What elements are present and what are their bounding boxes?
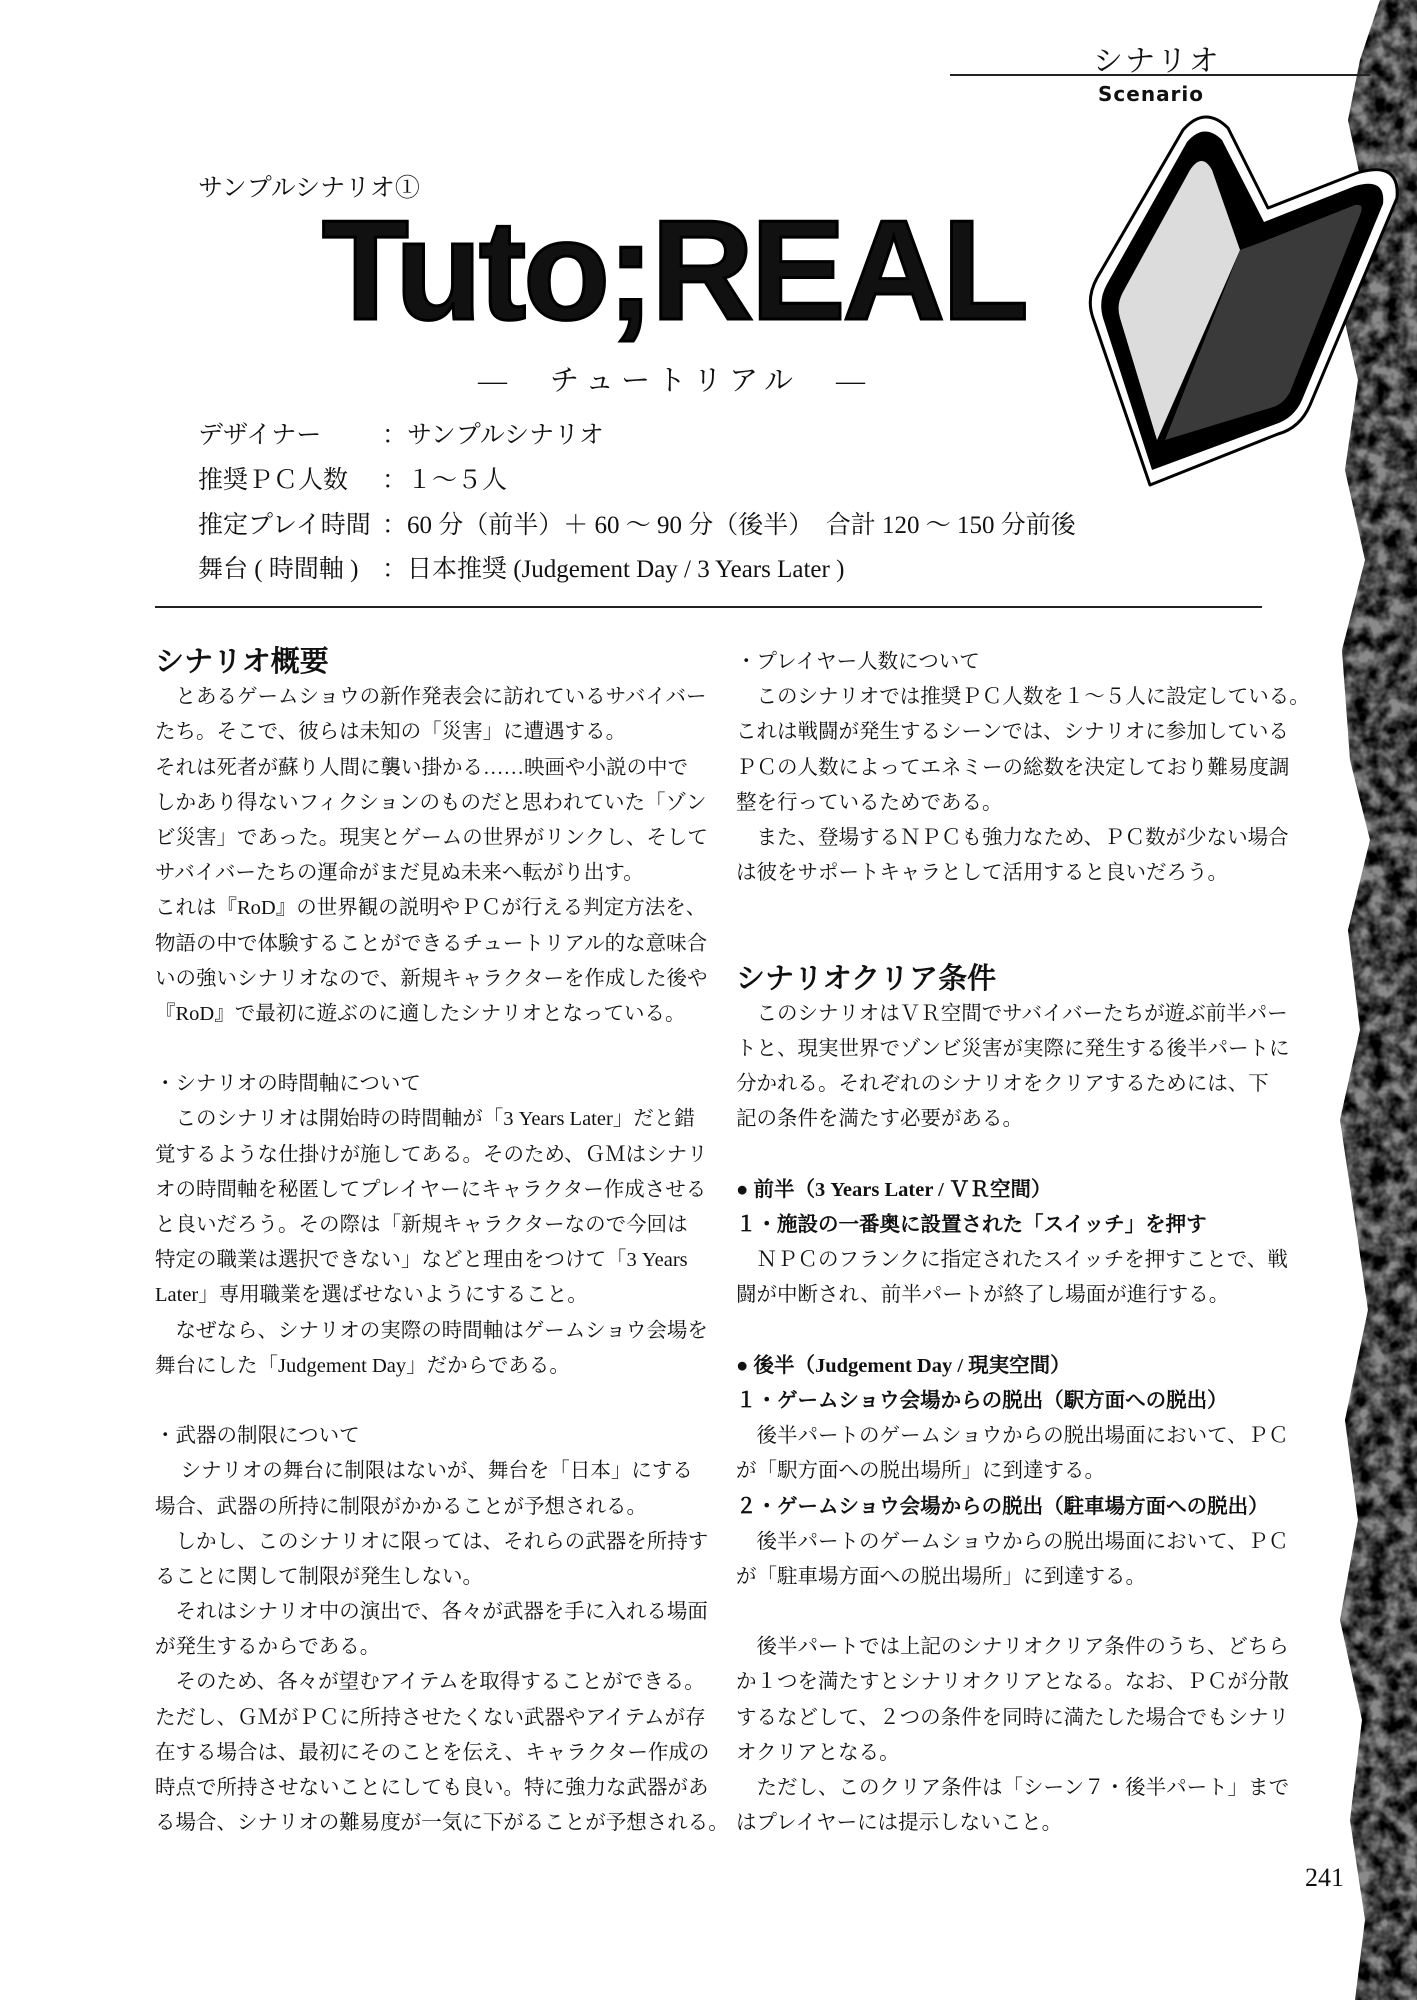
text-line: 舞台にした「Judgement Day」だからである。 [155,1354,570,1377]
text-line: 記の条件を満たす必要がある。 [736,1108,1023,1131]
text-line: ることに関して制限が発生しない。 [155,1565,483,1588]
text-line: それは死者が蘇り人間に襲い掛かる……映画や小説の中で [155,756,688,779]
text-line: ・プレイヤー人数について [736,651,980,673]
section-heading: シナリオクリア条件 [736,962,997,995]
text-line: はプレイヤーには提示しないこと。 [736,1812,1063,1835]
info-label: デザイナー [198,422,322,449]
text-line: また、登場するＮＰＣも強力なため、ＰＣ数が少ない場合 [736,826,1289,849]
section-label-en: Scenario [1098,82,1205,106]
blank-line [736,1595,1281,1630]
text-line: と良いだろう。その際は「新規キャラクターなので今回は [155,1214,688,1236]
text-line: シナリオの舞台に制限はないが、舞台を「日本」にする [155,1460,693,1483]
info-label: 舞台 ( 時間軸 ) [198,556,359,583]
text-line: 物語の中で体験することができるチュートリアル的な意味合 [155,932,708,955]
text-line: 後半パートのゲームショウからの脱出場面において、ＰＣ [736,1425,1289,1448]
text-line: か１つを満たすとシナリオクリアとなる。なお、ＰＣが分散 [736,1671,1289,1694]
text-line: は彼をサポートキャラとして活用すると良いだろう。 [736,862,1228,885]
text-line: 後半パートでは上記のシナリオクリア条件のうち、どちら [736,1636,1289,1659]
text-line: しかし、このシナリオに限っては、それらの武器を所持す [155,1530,709,1553]
text-line: 時点で所持させないことにしても良い。特に強力な武器があ [155,1777,709,1799]
text-line: 特定の職業は選択できない」などと理由をつけて「3 Years [155,1249,688,1272]
text-line: サバイバーたちの運命がまだ見ぬ未来へ転がり出す。 [155,862,644,885]
text-line: このシナリオでは推奨ＰＣ人数を１～５人に設定している。 [736,686,1310,709]
info-row-players [198,460,507,496]
header-divider [155,606,1262,608]
text-line: それはシナリオ中の演出で、各々が武器を手に入れる場面 [155,1601,708,1624]
text-line: 在する場合は、最初にそのことを伝え、キャラクター作成の [155,1741,710,1764]
text-line: いの強いシナリオなので、新規キャラクターを作成した後や [155,967,708,990]
text-line: 整を行っているためである。 [736,791,1003,814]
text-line: ● 後半（Judgement Day / 現実空間） [736,1354,1071,1377]
scenario-subtitle: サンプルシナリオ① [198,175,420,202]
blank-line [155,1032,695,1067]
text-line: とあるゲームショウの新作発表会に訪れているサバイバー [155,686,707,709]
info-value: ：日本推奨 (Judgement Day / 3 Years Later ) [382,556,845,583]
section-label-jp: シナリオ [1093,45,1221,78]
text-line: これは『RoD』の世界観の説明やＰＣが行える判定方法を、 [155,897,707,920]
text-line: 分かれる。それぞれのシナリオをクリアするためには、下 [736,1073,1269,1096]
text-line: １・ゲームショウ会場からの脱出（駅方面への脱出） [736,1389,1228,1412]
text-line: が「駅方面への脱出場所」に到達する。 [736,1460,1105,1483]
left-column [155,645,729,1841]
text-line: ただし、ＧＭがＰＣに所持させたくない武器やアイテムが存 [155,1706,706,1729]
section-divider [950,74,1370,76]
text-line: たち。そこで、彼らは未知の「災害」に遭遇する。 [155,721,627,744]
info-label: 推定プレイ時間 [198,512,371,539]
text-line: ● 前半（3 Years Later / ＶＲ空間） [736,1178,1052,1201]
text-line: そのため、各々が望むアイテムを取得することができる。 [155,1671,705,1694]
text-line: これは戦闘が発生するシーンでは、シナリオに参加している [736,721,1289,744]
text-line: ただし、このクリア条件は「シーン７・後半パート」まで [736,1777,1290,1799]
info-value: ：１～５人 [382,467,508,494]
beginner-mark-logo [1080,100,1417,500]
text-line: なぜなら、シナリオの実際の時間軸はゲームショウ会場を [155,1319,708,1342]
scenario-title: Tuto;REAL [322,191,1026,350]
text-line: 場合、武器の所持に制限がかかることが予想される。 [155,1495,647,1518]
text-line: ・シナリオの時間軸について [155,1073,421,1096]
scenario-title-kana: ― チュートリアル ― [478,365,872,397]
text-line: ビ災害」であった。現実とゲームの世界がリンクし、そして [155,826,708,849]
info-value: ：60 分（前半）＋ 60 ～ 90 分（後半） 合計 120 ～ 150 分前後 [382,512,1076,539]
info-value: ：サンプルシナリオ [382,422,604,449]
text-line: このシナリオは開始時の時間軸が「3 Years Later」だと錯 [155,1108,695,1131]
info-row-setting [198,549,844,585]
text-line: オクリアとなる。 [736,1741,900,1764]
text-line: ＮＰＣのフランクに指定されたスイッチを押すことで、戦 [736,1249,1288,1272]
text-line: る場合、シナリオの難易度が一気に下がることが予想される。 [155,1812,729,1835]
blank-line [736,927,1281,962]
text-line: １・施設の一番奥に設置された「スイッチ」を押す [736,1214,1207,1236]
blank-line [736,891,1281,926]
text-line: オの時間軸を秘匿してプレイヤーにキャラクター作成させる [155,1178,707,1201]
text-line: このシナリオはＶＲ空間でサバイバーたちが遊ぶ前半パー [736,1002,1288,1025]
page-number: 241 [1305,1863,1344,1892]
right-column [736,645,1310,1841]
info-row-designer [198,415,604,451]
info-label: 推奨ＰＣ人数 [198,467,349,494]
text-line: が発生するからである。 [155,1636,381,1659]
info-row-playtime [198,505,1076,541]
text-line: 『RoD』で最初に遊ぶのに適したシナリオとなっている。 [155,1002,686,1025]
text-line: 後半パートのゲームショウからの脱出場面において、ＰＣ [736,1530,1289,1553]
text-line: Later」専用職業を選ばせないようにすること。 [155,1284,588,1307]
blank-line [736,1138,1281,1173]
text-line: 覚するような仕掛けが施してある。そのため、ＧＭはシナリ [155,1143,708,1166]
section-heading: シナリオ概要 [155,646,329,678]
text-line: しかあり得ないフィクションのものだと思われていた「ゾン [155,791,707,814]
blank-line [155,1384,695,1419]
text-line: ＰＣの人数によってエネミーの総数を決定しており難易度調 [736,756,1290,779]
text-line: が「駐車場方面への脱出場所」に到達する。 [736,1565,1146,1588]
text-line: するなどして、２つの条件を同時に満たした場合でもシナリ [736,1706,1290,1729]
text-line: ・武器の制限について [155,1425,360,1448]
text-line: トと、現実世界でゾンビ災害が実際に発生する後半パートに [736,1038,1290,1061]
blank-line [736,1314,1281,1349]
text-line: ２・ゲームショウ会場からの脱出（駐車場方面への脱出） [736,1495,1269,1518]
text-line: 闘が中断され、前半パートが終了し場面が進行する。 [736,1284,1230,1307]
